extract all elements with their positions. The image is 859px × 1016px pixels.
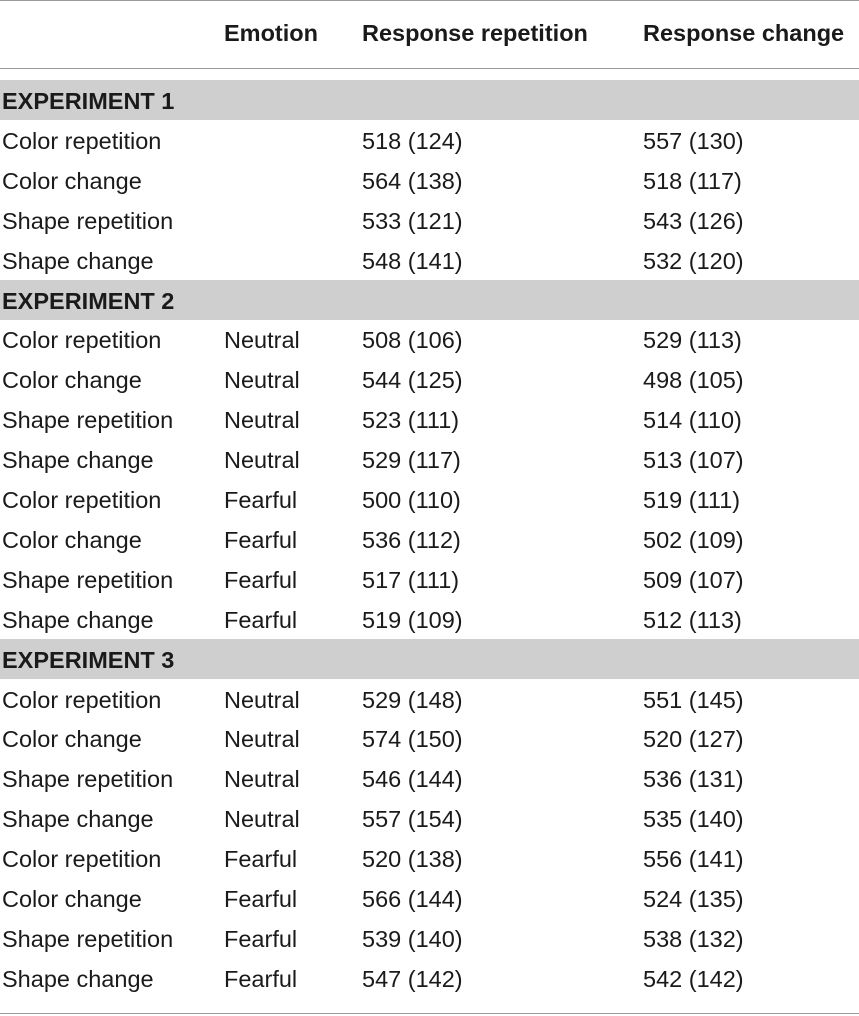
cell-condition: Color repetition — [2, 127, 162, 154]
cell-emotion: Fearful — [224, 526, 298, 553]
cell-condition: Shape repetition — [2, 207, 174, 234]
cell-response-change: 529 (113) — [643, 327, 742, 354]
cell-condition: Color repetition — [2, 686, 162, 713]
cell-condition: Shape change — [2, 606, 154, 633]
cell-condition: Color change — [2, 167, 142, 194]
section-header — [0, 639, 859, 679]
cell-response-repetition: 566 (144) — [362, 886, 463, 912]
cell-response-change: 556 (141) — [643, 846, 744, 873]
cell-response-repetition: 529 (117) — [362, 447, 461, 474]
table-row — [0, 160, 859, 200]
section-title: EXPERIMENT 1 — [2, 88, 175, 114]
header-rule — [0, 68, 859, 69]
table-row — [0, 399, 859, 439]
header-response-repetition: Response repetition — [362, 20, 588, 46]
cell-response-change: 513 (107) — [643, 447, 744, 474]
cell-response-change: 536 (131) — [643, 766, 744, 793]
cell-condition: Shape repetition — [2, 766, 174, 793]
cell-emotion: Neutral — [224, 766, 300, 793]
cell-condition: Color repetition — [2, 327, 162, 354]
table-row — [0, 798, 859, 838]
cell-response-change: 519 (111) — [643, 487, 741, 513]
table-row — [0, 838, 859, 878]
cell-emotion: Neutral — [224, 686, 300, 713]
cell-response-repetition: 520 (138) — [362, 846, 463, 873]
cell-emotion: Fearful — [224, 846, 298, 873]
cell-response-change: 520 (127) — [643, 726, 744, 753]
cell-response-repetition: 529 (148) — [362, 686, 463, 713]
cell-response-change: 524 (135) — [643, 886, 744, 912]
cell-response-change: 502 (109) — [643, 526, 744, 553]
cell-condition: Color change — [2, 526, 142, 553]
table-row — [0, 200, 859, 240]
cell-emotion: Fearful — [224, 606, 298, 633]
section-title: EXPERIMENT 2 — [2, 287, 175, 314]
cell-condition: Shape change — [2, 447, 154, 474]
table-row — [0, 758, 859, 798]
bottom-rule — [0, 1013, 859, 1014]
cell-emotion: Neutral — [224, 726, 300, 753]
cell-response-change: 557 (130) — [643, 127, 744, 154]
cell-response-change: 498 (105) — [643, 367, 744, 394]
cell-response-change: 535 (140) — [643, 806, 744, 833]
cell-response-repetition: 508 (106) — [362, 327, 463, 354]
cell-condition: Shape change — [2, 806, 154, 833]
cell-response-repetition: 547 (142) — [362, 965, 463, 992]
cell-response-change: 532 (120) — [643, 247, 744, 274]
section-header — [0, 80, 859, 120]
table-row — [0, 718, 859, 758]
cell-response-repetition: 539 (140) — [362, 925, 463, 952]
cell-emotion: Fearful — [224, 965, 298, 992]
cell-emotion: Neutral — [224, 407, 300, 434]
cell-response-change: 514 (110) — [643, 407, 742, 434]
cell-response-repetition: 533 (121) — [362, 207, 463, 234]
cell-emotion: Neutral — [224, 327, 300, 354]
cell-condition: Color change — [2, 367, 142, 394]
table-row — [0, 359, 859, 399]
cell-condition: Color change — [2, 886, 142, 912]
cell-condition: Color repetition — [2, 487, 162, 513]
cell-condition: Shape repetition — [2, 407, 174, 434]
header-emotion: Emotion — [224, 20, 318, 46]
cell-condition: Shape repetition — [2, 566, 174, 593]
table-row — [0, 958, 859, 998]
cell-response-repetition: 548 (141) — [362, 247, 463, 274]
section-header — [0, 280, 859, 320]
cell-response-repetition: 523 (111) — [362, 407, 460, 434]
table-row — [0, 479, 859, 519]
cell-response-repetition: 557 (154) — [362, 806, 463, 833]
cell-response-change: 543 (126) — [643, 207, 744, 234]
cell-response-repetition: 544 (125) — [362, 367, 463, 394]
cell-response-change: 542 (142) — [643, 965, 744, 992]
table-row — [0, 120, 859, 160]
table-row — [0, 319, 859, 359]
cell-response-repetition: 536 (112) — [362, 526, 461, 553]
cell-condition: Shape change — [2, 247, 154, 274]
cell-emotion: Fearful — [224, 925, 298, 952]
cell-response-repetition: 519 (109) — [362, 606, 463, 633]
section-title: EXPERIMENT 3 — [2, 646, 175, 673]
cell-emotion: Fearful — [224, 886, 298, 912]
table-row — [0, 878, 859, 918]
table-row — [0, 599, 859, 639]
cell-response-repetition: 574 (150) — [362, 726, 463, 753]
cell-response-change: 518 (117) — [643, 167, 742, 194]
table-row — [0, 439, 859, 479]
header-response-change: Response change — [643, 20, 845, 46]
cell-response-change: 551 (145) — [643, 686, 744, 713]
cell-emotion: Fearful — [224, 566, 298, 593]
table-row — [0, 240, 859, 280]
cell-response-change: 538 (132) — [643, 925, 744, 952]
header-row — [0, 0, 859, 68]
cell-emotion: Neutral — [224, 367, 300, 394]
cell-emotion: Neutral — [224, 447, 300, 474]
cell-response-repetition: 546 (144) — [362, 766, 463, 793]
cell-response-repetition: 517 (111) — [362, 566, 460, 593]
cell-condition: Color repetition — [2, 846, 162, 873]
cell-emotion: Fearful — [224, 487, 298, 513]
table-row — [0, 918, 859, 958]
cell-condition: Shape repetition — [2, 925, 174, 952]
cell-response-repetition: 500 (110) — [362, 487, 461, 513]
cell-response-repetition: 518 (124) — [362, 127, 463, 154]
cell-response-repetition: 564 (138) — [362, 167, 463, 194]
table-row — [0, 559, 859, 599]
cell-response-change: 509 (107) — [643, 566, 744, 593]
table-row — [0, 519, 859, 559]
cell-emotion: Neutral — [224, 806, 300, 833]
cell-condition: Shape change — [2, 965, 154, 992]
table-row — [0, 679, 859, 719]
cell-condition: Color change — [2, 726, 142, 753]
cell-response-change: 512 (113) — [643, 606, 742, 633]
